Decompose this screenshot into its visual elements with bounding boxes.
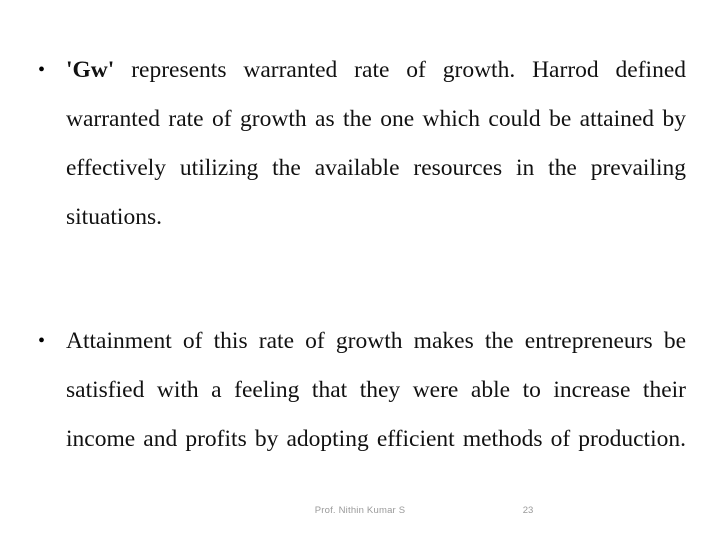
bullet-body-text: Attainment of this rate of growth makes the entrepreneurs be satisfied with a feeling that they were able to increase their income and profits by adopting efficient methods of production. xyxy=(66,328,686,452)
list-item xyxy=(38,317,686,513)
list-item xyxy=(38,46,686,291)
bullet-text-warranted-rate xyxy=(66,46,686,291)
slide-page-number: 23 xyxy=(522,505,534,516)
slide-body xyxy=(38,46,686,539)
bullet-marker-icon: • xyxy=(38,330,46,352)
bullet-text-attainment xyxy=(66,317,686,513)
bullet-body-text: represents warranted rate of growth. Harrod defined warranted rate of growth as the one which could be attained by effectively utilizing the available resources in the prevailing situations. xyxy=(66,57,686,230)
bullet-marker-icon: • xyxy=(38,59,46,81)
footer-author: Prof. Nithin Kumar S xyxy=(314,505,406,516)
slide-footer xyxy=(0,505,720,521)
bullet-lead-term: 'Gw' xyxy=(66,57,115,83)
